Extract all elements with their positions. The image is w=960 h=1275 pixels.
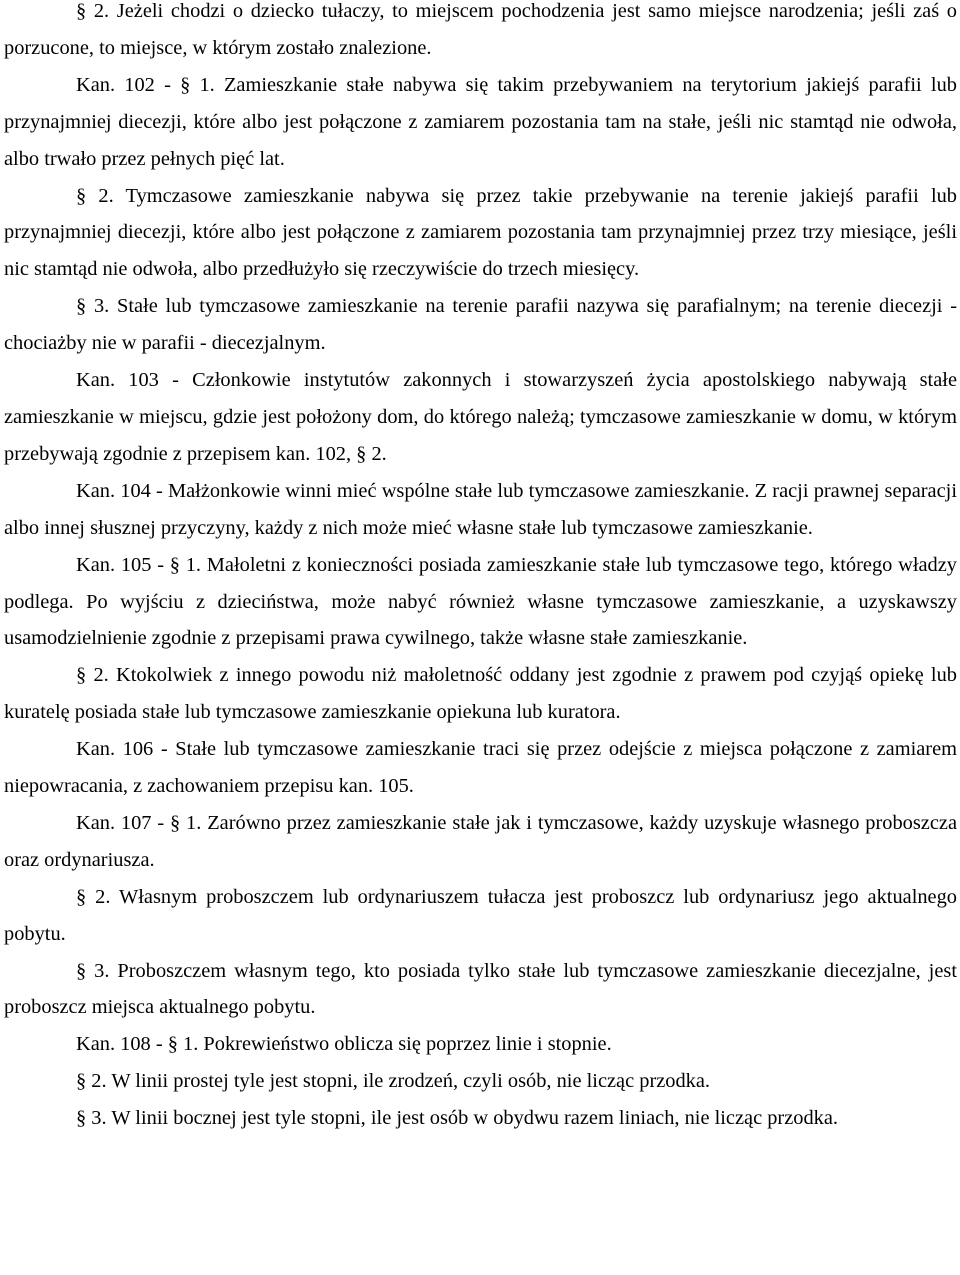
paragraph-kan105-par1: Kan. 105 - § 1. Małoletni z konieczności posiada zamieszkanie stałe lub tymczasowe tego, którego władzy podlega. Po wyjściu z dzieciństwa, może nabyć również własne tymczasowe zamieszkanie, a uzyskawszy usamodzielnienie zgodnie z przepisami prawa cywilnego, także własne stałe zamieszkanie. [4, 553, 957, 650]
paragraph-kan107-par2: § 2. Własnym proboszczem lub ordynariuszem tułacza jest proboszcz lub ordynariusz jego aktualnego pobytu. [4, 885, 957, 945]
document-page [4, 0, 957, 1137]
paragraph-kan108-par2: § 2. W linii prostej tyle jest stopni, ile zrodzeń, czyli osób, nie licząc przodka. [76, 1070, 711, 1093]
paragraph-kan102-par2: § 2. Tymczasowe zamieszkanie nabywa się przez takie przebywanie na terenie jakiejś parafii lub przynajmniej diecezji, które albo jest połączone z zamiarem pozostania tam przynajmniej przez trzy miesiące, jeśli nic stamtąd nie odwoła, albo przedłużyło się rzeczywiście do trzech miesięcy. [4, 184, 957, 281]
paragraph-kan105-par2: § 2. Ktokolwiek z innego powodu niż małoletność oddany jest zgodnie z prawem pod czyjąś opiekę lub kuratelę posiada stałe lub tymczasowe zamieszkanie opiekuna lub kuratora. [4, 664, 957, 724]
paragraph-kan107-par1: Kan. 107 - § 1. Zarówno przez zamieszkanie stałe jak i tymczasowe, każdy uzyskuje własnego proboszcza oraz ordynariusza. [4, 811, 957, 871]
paragraph-kan108-par3: § 3. W linii bocznej jest tyle stopni, ile jest osób w obydwu razem liniach, nie licząc przodka. [76, 1107, 839, 1130]
paragraph-kan103: Kan. 103 - Członkowie instytutów zakonnych i stowarzyszeń życia apostolskiego nabywają stałe zamieszkanie w miejscu, gdzie jest położony dom, do którego należą; tymczasowe zamieszkanie w domu, w którym przebywają zgodnie z przepisem kan. 102, § 2. [4, 369, 957, 465]
paragraph-kan107-par3: § 3. Proboszczem własnym tego, kto posiada tylko stałe lub tymczasowe zamieszkanie diecezjalne, jest proboszcz miejsca aktualnego pobytu. [4, 959, 957, 1019]
paragraph-kan101-par2: § 2. Jeżeli chodzi o dziecko tułaczy, to miejscem pochodzenia jest samo miejsce narodzenia; jeśli zaś o porzucone, to miejsce, w którym zostało znalezione. [4, 0, 957, 59]
paragraph-kan108-par1: Kan. 108 - § 1. Pokrewieństwo oblicza się poprzez linie i stopnie. [76, 1033, 612, 1056]
paragraph-kan102-par1: Kan. 102 - § 1. Zamieszkanie stałe nabywa się takim przebywaniem na terytorium jakiejś parafii lub przynajmniej diecezji, które albo jest połączone z zamiarem pozostania tam na stałe, jeśli nic stamtąd nie odwoła, albo trwało przez pełnych pięć lat. [4, 73, 957, 170]
paragraph-kan102-par3: § 3. Stałe lub tymczasowe zamieszkanie na terenie parafii nazywa się parafialnym; na terenie diecezji - chociażby nie w parafii - diecezjalnym. [4, 295, 957, 355]
paragraph-kan104: Kan. 104 - Małżonkowie winni mieć wspólne stałe lub tymczasowe zamieszkanie. Z racji prawnej separacji albo innej słusznej przyczyny, każdy z nich może mieć własne stałe lub tymczasowe zamieszkanie. [4, 479, 957, 539]
paragraph-kan106: Kan. 106 - Stałe lub tymczasowe zamieszkanie traci się przez odejście z miejsca połączone z zamiarem niepowracania, z zachowaniem przepisu kan. 105. [4, 738, 957, 798]
